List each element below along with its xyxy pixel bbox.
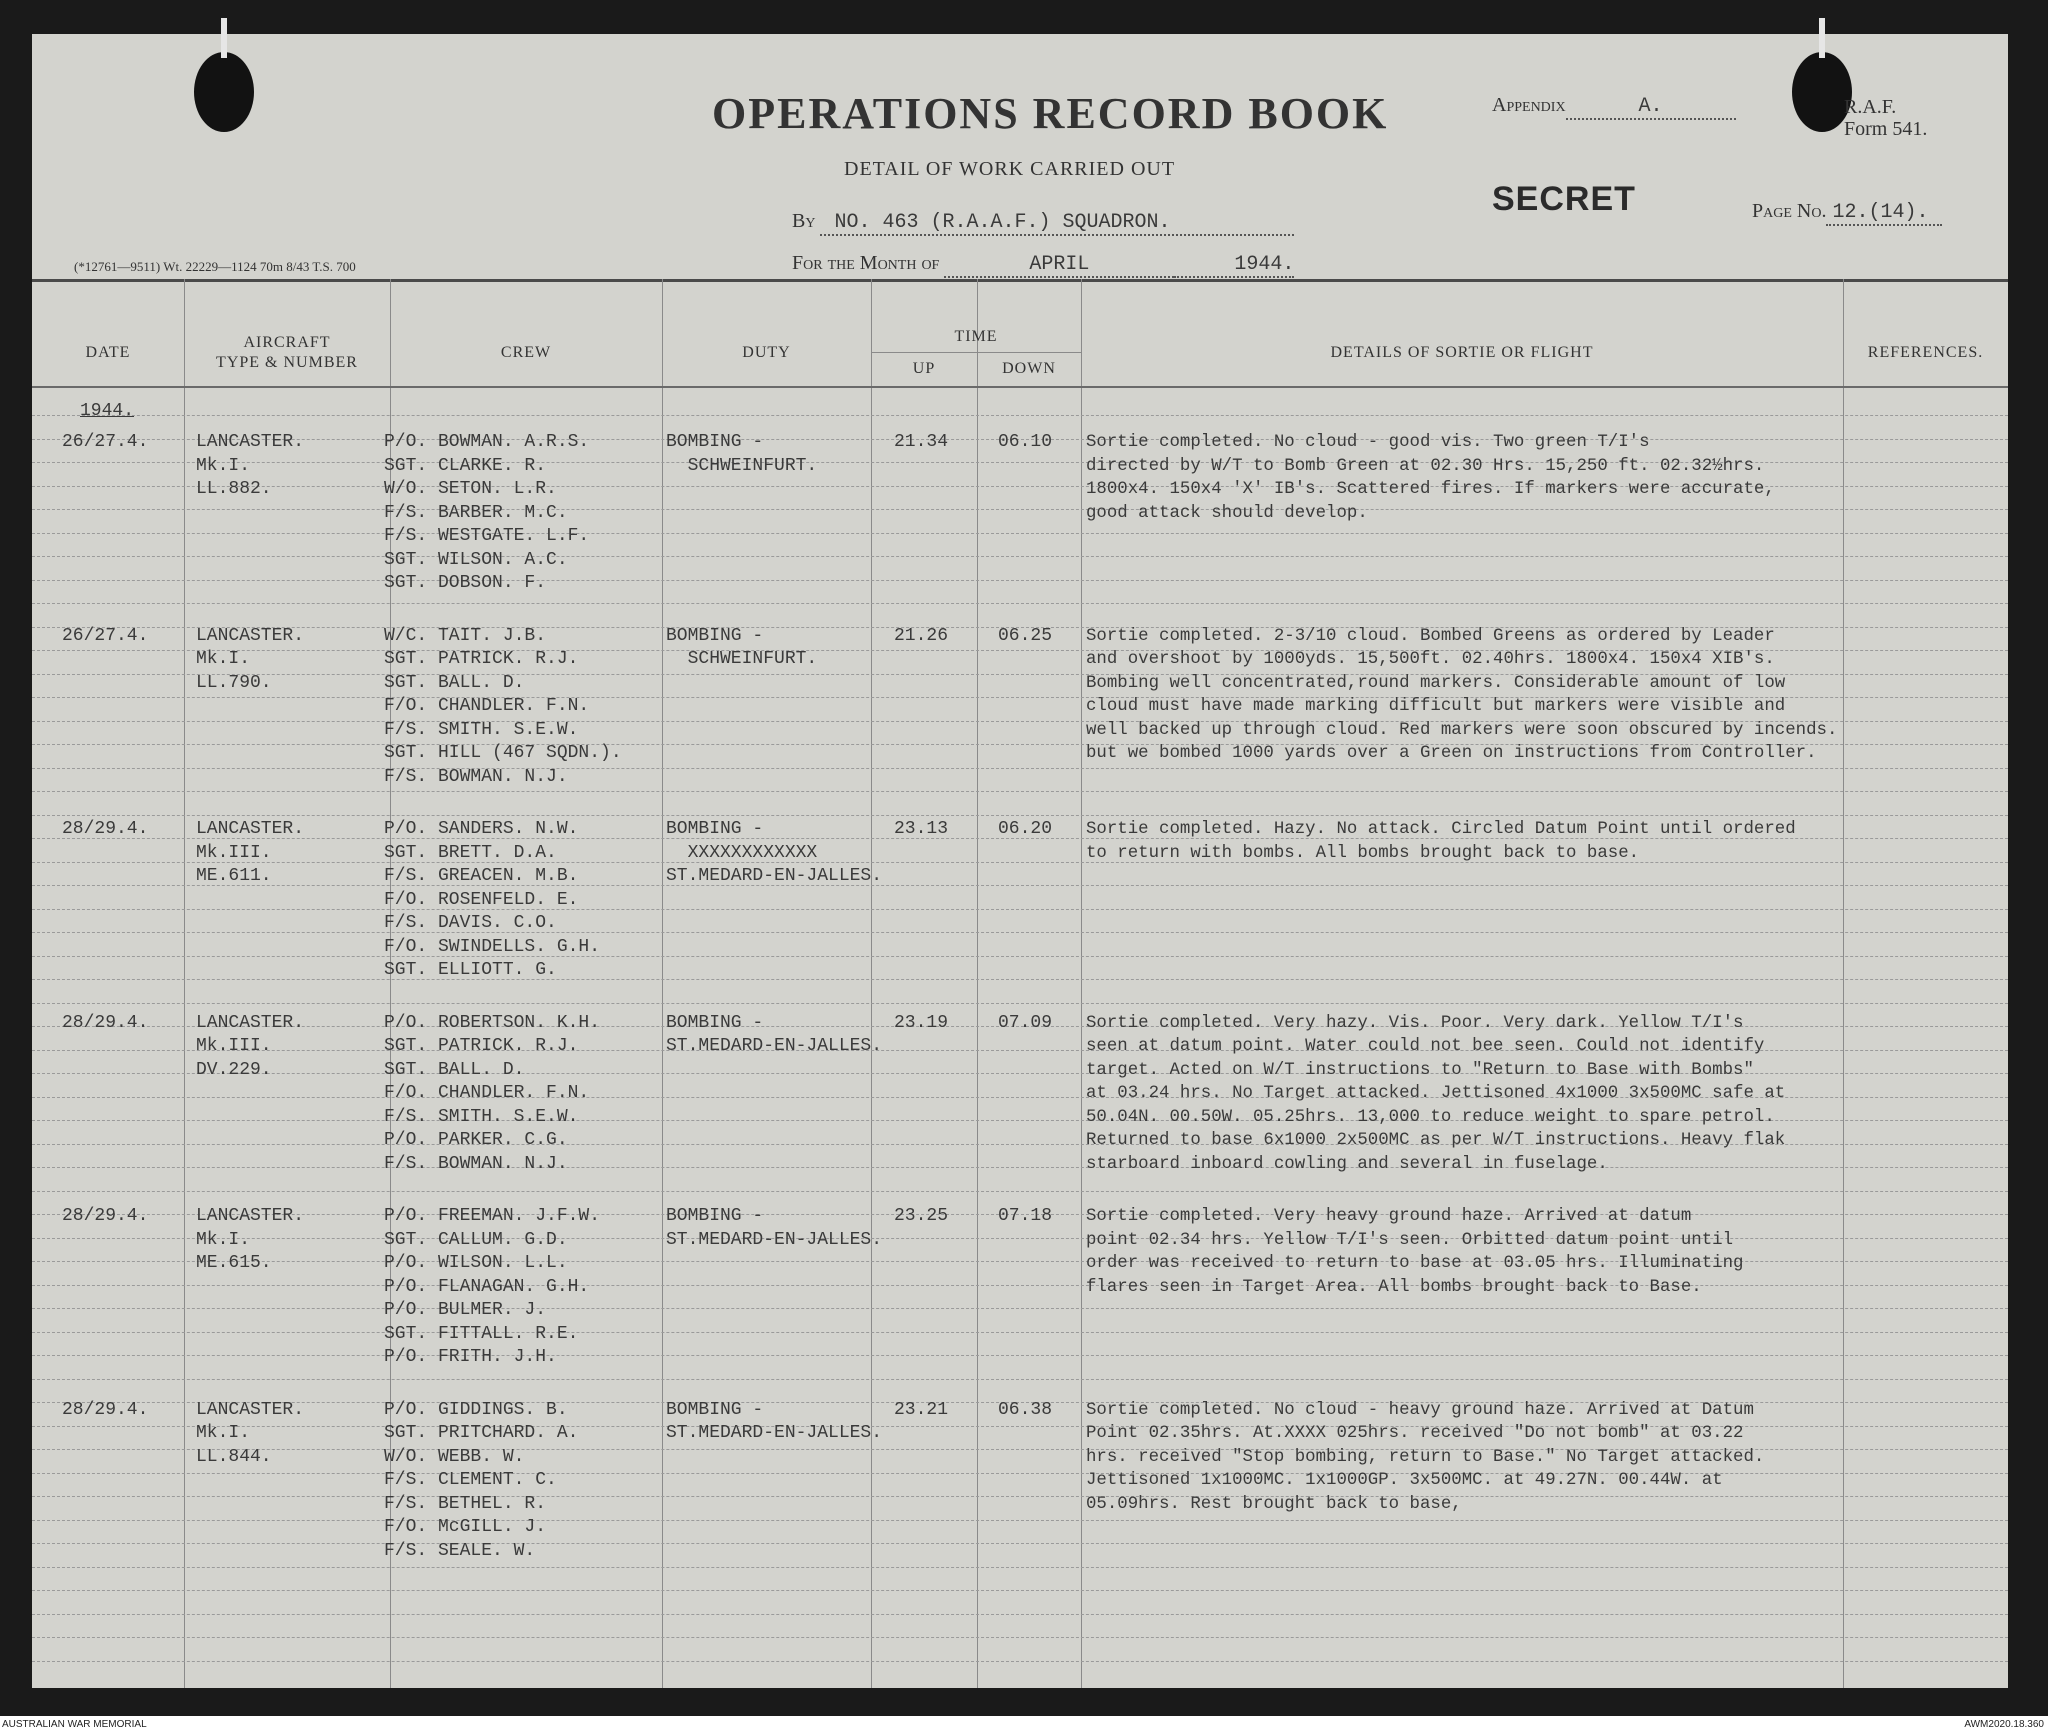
sortie-date: 28/29.4.: [62, 819, 149, 839]
header-rule: [32, 386, 2008, 388]
crew-member: F/O. SWINDELLS. G.H.: [384, 936, 601, 957]
crew-member: SGT. CLARKE. R.: [384, 455, 547, 476]
crew-member: P/O. GIDDINGS. B.: [384, 1399, 568, 1420]
duty-line: ST.MEDARD-EN-JALLES.: [666, 866, 883, 886]
col-time: TIME: [954, 328, 998, 345]
aircraft-line: Mk.III.: [196, 1036, 272, 1056]
col-date: DATE: [85, 344, 131, 361]
crew-member: SGT. PRITCHARD. A.: [384, 1423, 579, 1443]
col-divider: [1081, 279, 1082, 1688]
duty-line: BOMBING -: [666, 1206, 764, 1226]
col-references: REFERENCES.: [1867, 344, 1984, 361]
row-rule: [32, 1003, 2008, 1004]
sortie-date: 28/29.4.: [62, 1399, 149, 1420]
aircraft-line: Mk.III.: [196, 842, 272, 863]
aircraft-line: LANCASTER.: [196, 819, 305, 839]
form-number: [1844, 96, 1927, 140]
col-time-down: DOWN: [1002, 360, 1056, 377]
details-line: well backed up through cloud. Red markers were soon obscured by incends.: [1086, 720, 1838, 740]
year-value: 1944.: [1174, 253, 1294, 278]
details-line: to return with bombs. All bombs brought back to base.: [1086, 843, 1640, 863]
sortie-duty: [666, 1399, 882, 1446]
row-rule: [32, 1567, 2008, 1568]
print-reference: (*12761—9511) Wt. 22229—1124 70m 8/43 T.S. 700: [74, 259, 356, 274]
crew-member: P/O. FRITH. J.H.: [384, 1347, 557, 1367]
sortie-crew: [384, 431, 589, 596]
aircraft-line: LL.790.: [196, 672, 272, 693]
squadron-line: [792, 210, 1294, 236]
details-line: starboard inboard cowling and several in fuselage.: [1086, 1154, 1608, 1174]
col-duty: DUTY: [742, 344, 791, 361]
by-label: By: [792, 210, 816, 232]
sortie-aircraft: [196, 818, 304, 889]
row-rule: [32, 1590, 2008, 1591]
duty-line: ST.MEDARD-EN-JALLES.: [666, 1036, 883, 1056]
table-top-rule: [32, 279, 2008, 282]
aircraft-line: LANCASTER.: [196, 432, 305, 452]
details-line: 1800x4. 150x4 'X' IB's. Scattered fires. If markers were accurate,: [1086, 480, 1775, 499]
details-line: 50.04N. 00.50W. 05.25hrs. 13,000 to reduce weight to spare petrol.: [1086, 1107, 1775, 1127]
aircraft-line: LANCASTER.: [196, 1399, 305, 1420]
secret-stamp: SECRET: [1492, 180, 1636, 218]
details-line: directed by W/T to Bomb Green at 02.30 Hrs. 15,250 ft. 02.32½hrs.: [1086, 456, 1765, 476]
duty-line: BOMBING -: [666, 1012, 764, 1033]
details-line: Returned to base 6x1000 2x500MC as per W/T instructions. Heavy flak: [1086, 1131, 1786, 1150]
row-rule: [32, 956, 2008, 957]
sortie-duty: [666, 625, 817, 672]
crew-member: P/O. BOWMAN. A.R.S.: [384, 432, 590, 452]
sortie-time-up: 21.34: [894, 432, 949, 452]
page-subtitle: DETAIL OF WORK CARRIED OUT: [844, 158, 1176, 180]
row-rule: [32, 1661, 2008, 1662]
details-line: order was received to return to base at 03.05 hrs. Illuminating: [1086, 1254, 1744, 1273]
sortie-details: [1086, 1399, 1764, 1517]
details-line: hrs. received "Stop bombing, return to Base." No Target attacked.: [1086, 1447, 1765, 1467]
crew-member: F/S. BETHEL. R.: [384, 1493, 547, 1514]
row-rule: [32, 1543, 2008, 1544]
sortie-table: [32, 279, 2008, 1688]
aircraft-line: Mk.I.: [196, 1229, 251, 1250]
sortie-details: [1086, 818, 1796, 865]
row-rule: [32, 415, 2008, 416]
sortie-duty: [666, 1205, 882, 1252]
row-rule: [32, 1332, 2008, 1333]
sortie-aircraft: [196, 625, 304, 696]
crew-member: P/O. FREEMAN. J.F.W.: [384, 1206, 601, 1226]
aircraft-line: ME.611.: [196, 866, 272, 886]
duty-line: BOMBING -: [666, 819, 764, 839]
sortie-time-up: 23.25: [894, 1206, 949, 1226]
details-line: Sortie completed. Very heavy ground haze. Arrived at datum: [1086, 1207, 1692, 1226]
details-line: 05.09hrs. Rest brought back to base,: [1086, 1494, 1462, 1514]
details-line: Sortie completed. 2-3/10 cloud. Bombed Greens as ordered by Leader: [1086, 626, 1775, 646]
col-divider: [871, 279, 872, 1688]
details-line: flares seen in Target Area. All bombs brought back to Base.: [1086, 1277, 1702, 1297]
sortie-duty: [666, 1012, 882, 1059]
row-rule: [32, 979, 2008, 980]
crew-member: F/S. BOWMAN. N.J.: [384, 1153, 568, 1174]
sortie-time-up: 21.26: [894, 625, 949, 646]
form-line-1: R.A.F.: [1844, 96, 1897, 118]
details-line: good attack should develop.: [1086, 503, 1368, 523]
sortie-duty: [666, 431, 817, 478]
crew-member: F/O. CHANDLER. F.N.: [384, 1083, 590, 1103]
row-rule: [32, 1355, 2008, 1356]
aircraft-line: ME.615.: [196, 1253, 272, 1273]
sortie-details: [1086, 1205, 1743, 1299]
details-line: Jettisoned 1x1000MC. 1x1000GP. 3x500MC. at 49.27N. 00.44W. at: [1086, 1471, 1723, 1490]
row-rule: [32, 791, 2008, 792]
col-divider: [662, 279, 663, 1688]
time-rule: [871, 352, 1081, 353]
row-rule: [32, 1308, 2008, 1309]
aircraft-line: LL.844.: [196, 1446, 272, 1467]
month-label: For the Month of: [792, 252, 940, 274]
duty-line: SCHWEINFURT.: [666, 455, 818, 476]
details-line: but we bombed 1000 yards over a Green on instructions from Controller.: [1086, 744, 1817, 763]
row-rule: [32, 1637, 2008, 1638]
duty-line: BOMBING -: [666, 625, 764, 646]
crew-member: P/O. WILSON. L.L.: [384, 1253, 568, 1273]
crew-member: F/O. CHANDLER. F.N.: [384, 696, 590, 716]
details-line: and overshoot by 1000yds. 15,500ft. 02.40hrs. 1800x4. 150x4 XIB's.: [1086, 650, 1775, 669]
record-page: [32, 34, 2008, 1688]
col-aircraft-line2: TYPE & NUMBER: [216, 354, 358, 371]
duty-line: XXXXXXXXXXXX: [666, 842, 818, 863]
page-number-value: 12.(14).: [1826, 201, 1942, 226]
row-rule: [32, 885, 2008, 886]
col-time-up: UP: [912, 360, 936, 377]
sortie-aircraft: [196, 1399, 304, 1470]
month-value: APRIL: [944, 253, 1174, 278]
page-number-line: [1752, 200, 1942, 226]
crew-member: F/S. SMITH. S.E.W.: [384, 719, 579, 740]
duty-line: ST.MEDARD-EN-JALLES.: [666, 1423, 883, 1443]
crew-member: P/O. ROBERTSON. K.H.: [384, 1012, 601, 1033]
sortie-details: [1086, 431, 1775, 525]
page-title: OPERATIONS RECORD BOOK: [712, 89, 1389, 138]
aircraft-line: Mk.I.: [196, 649, 251, 669]
sortie-crew: [384, 625, 622, 790]
details-line: Point 02.35hrs. At.XXXX 025hrs. received "Do not bomb" at 03.22: [1086, 1424, 1744, 1443]
details-line: cloud must have made marking difficult but markers were visible and: [1086, 697, 1786, 716]
crew-member: SGT. PATRICK. R.J.: [384, 1036, 579, 1056]
crew-member: F/S. BARBER. M.C.: [384, 502, 568, 523]
sortie-time-down: 06.20: [998, 819, 1053, 839]
row-rule: [32, 1379, 2008, 1380]
row-rule: [32, 932, 2008, 933]
aircraft-line: Mk.I.: [196, 1423, 251, 1443]
row-rule: [32, 815, 2008, 816]
col-details: DETAILS OF SORTIE OR FLIGHT: [1330, 344, 1594, 361]
month-line: [792, 252, 1294, 278]
crew-member: F/S. SEALE. W.: [384, 1540, 536, 1561]
crew-member: P/O. FLANAGAN. G.H.: [384, 1276, 590, 1297]
sortie-crew: [384, 818, 600, 983]
appendix-value: A.: [1566, 95, 1736, 120]
row-rule: [32, 768, 2008, 769]
sortie-aircraft: [196, 431, 304, 502]
sortie-date: 26/27.4.: [62, 625, 149, 646]
sortie-time-down: 06.10: [998, 432, 1053, 452]
sortie-time-down: 06.25: [998, 625, 1053, 646]
binder-hole-left: [194, 52, 254, 132]
sortie-time-up: 23.13: [894, 819, 949, 839]
crew-member: SGT. HILL (467 SQDN.).: [384, 743, 622, 763]
year-marker: 1944.: [80, 401, 135, 421]
sortie-date: 26/27.4.: [62, 432, 149, 452]
crew-member: SGT. WILSON. A.C.: [384, 549, 568, 570]
crew-member: F/S. DAVIS. C.O.: [384, 913, 557, 933]
aircraft-line: LL.882.: [196, 479, 272, 499]
crew-member: F/S. SMITH. S.E.W.: [384, 1106, 579, 1127]
crew-member: P/O. SANDERS. N.W.: [384, 819, 579, 839]
details-line: target. Acted on W/T instructions to "Return to Base with Bombs": [1086, 1060, 1754, 1080]
crew-member: SGT. BALL. D.: [384, 1059, 525, 1080]
crew-member: F/S. GREACEN. M.B.: [384, 866, 579, 886]
col-aircraft: [184, 333, 390, 373]
aircraft-line: LANCASTER.: [196, 625, 305, 646]
crew-member: F/S. BOWMAN. N.J.: [384, 766, 568, 787]
crew-member: SGT. PATRICK. R.J.: [384, 649, 579, 669]
sortie-date: 28/29.4.: [62, 1012, 149, 1033]
col-crew: CREW: [500, 344, 552, 361]
aircraft-line: Mk.I.: [196, 455, 251, 476]
appendix-line: [1492, 94, 1736, 120]
details-line: Sortie completed. No cloud - good vis. Two green T/I's: [1086, 433, 1650, 452]
archive-credit: AUSTRALIAN WAR MEMORIAL: [2, 1719, 147, 1730]
sortie-time-down: 07.09: [998, 1012, 1053, 1033]
row-rule: [32, 580, 2008, 581]
details-line: point 02.34 hrs. Yellow T/I's seen. Orbitted datum point until: [1086, 1230, 1734, 1250]
crew-member: SGT. BALL. D.: [384, 672, 525, 693]
row-rule: [32, 603, 2008, 604]
crew-member: SGT. DOBSON. F.: [384, 573, 547, 593]
sortie-time-up: 23.19: [894, 1012, 949, 1033]
details-line: Sortie completed. Hazy. No attack. Circled Datum Point until ordered: [1086, 820, 1796, 839]
crew-member: SGT. ELLIOTT. G.: [384, 960, 557, 980]
binder-hole-right: [1792, 52, 1852, 132]
row-rule: [32, 533, 2008, 534]
form-line-2: Form 541.: [1844, 118, 1928, 140]
sortie-aircraft: [196, 1205, 304, 1276]
duty-line: BOMBING -: [666, 432, 764, 452]
crew-member: F/O. ROSENFELD. E.: [384, 889, 579, 910]
crew-member: W/O. SETON. L.R.: [384, 479, 557, 499]
squadron-value: NO. 463 (R.A.A.F.) SQUADRON.: [820, 211, 1294, 236]
aircraft-line: LANCASTER.: [196, 1012, 305, 1033]
crew-member: F/S. CLEMENT. C.: [384, 1470, 557, 1490]
sortie-crew: [384, 1205, 600, 1370]
archive-reference: AWM2020.18.360: [1964, 1719, 2044, 1730]
crew-member: W/C. TAIT. J.B.: [384, 625, 547, 646]
col-divider: [184, 279, 185, 1688]
row-rule: [32, 556, 2008, 557]
row-rule: [32, 1520, 2008, 1521]
sortie-details: [1086, 1012, 1785, 1177]
sortie-aircraft: [196, 1012, 304, 1083]
row-rule: [32, 909, 2008, 910]
appendix-label: Appendix: [1492, 94, 1566, 116]
crew-member: F/O. McGILL. J.: [384, 1517, 547, 1537]
page-label: Page No.: [1752, 200, 1827, 222]
crew-member: SGT. FITTALL. R.E.: [384, 1323, 579, 1344]
crew-member: F/S. WESTGATE. L.F.: [384, 526, 590, 546]
details-line: Bombing well concentrated,round markers. Considerable amount of low: [1086, 673, 1786, 693]
col-divider: [1843, 279, 1844, 1688]
sortie-date: 28/29.4.: [62, 1206, 149, 1226]
sortie-time-down: 07.18: [998, 1206, 1053, 1226]
col-divider: [977, 279, 978, 1688]
row-rule: [32, 1614, 2008, 1615]
details-line: at 03.24 hrs. No Target attacked. Jettisoned 4x1000 3x500MC safe at: [1086, 1084, 1786, 1103]
crew-member: SGT. CALLUM. G.D.: [384, 1229, 568, 1250]
crew-member: SGT. BRETT. D.A.: [384, 842, 557, 863]
sortie-time-up: 23.21: [894, 1399, 949, 1420]
details-line: Sortie completed. Very hazy. Vis. Poor. Very dark. Yellow T/I's: [1086, 1013, 1744, 1033]
duty-line: ST.MEDARD-EN-JALLES.: [666, 1229, 883, 1250]
row-rule: [32, 1191, 2008, 1192]
crew-member: W/O. WEBB. W.: [384, 1446, 525, 1467]
duty-line: SCHWEINFURT.: [666, 649, 818, 669]
aircraft-line: LANCASTER.: [196, 1206, 305, 1226]
sortie-duty: [666, 818, 882, 889]
sortie-time-down: 06.38: [998, 1399, 1053, 1420]
col-aircraft-line1: AIRCRAFT: [243, 334, 331, 351]
crew-member: P/O. BULMER. J.: [384, 1300, 547, 1320]
details-line: Sortie completed. No cloud - heavy ground haze. Arrived at Datum: [1086, 1400, 1754, 1420]
aircraft-line: DV.229.: [196, 1059, 272, 1080]
crew-member: P/O. PARKER. C.G.: [384, 1130, 568, 1150]
details-line: seen at datum point. Water could not bee seen. Could not identify: [1086, 1037, 1765, 1056]
duty-line: BOMBING -: [666, 1399, 764, 1420]
sortie-crew: [384, 1012, 600, 1177]
sortie-details: [1086, 625, 1837, 766]
sortie-crew: [384, 1399, 578, 1564]
